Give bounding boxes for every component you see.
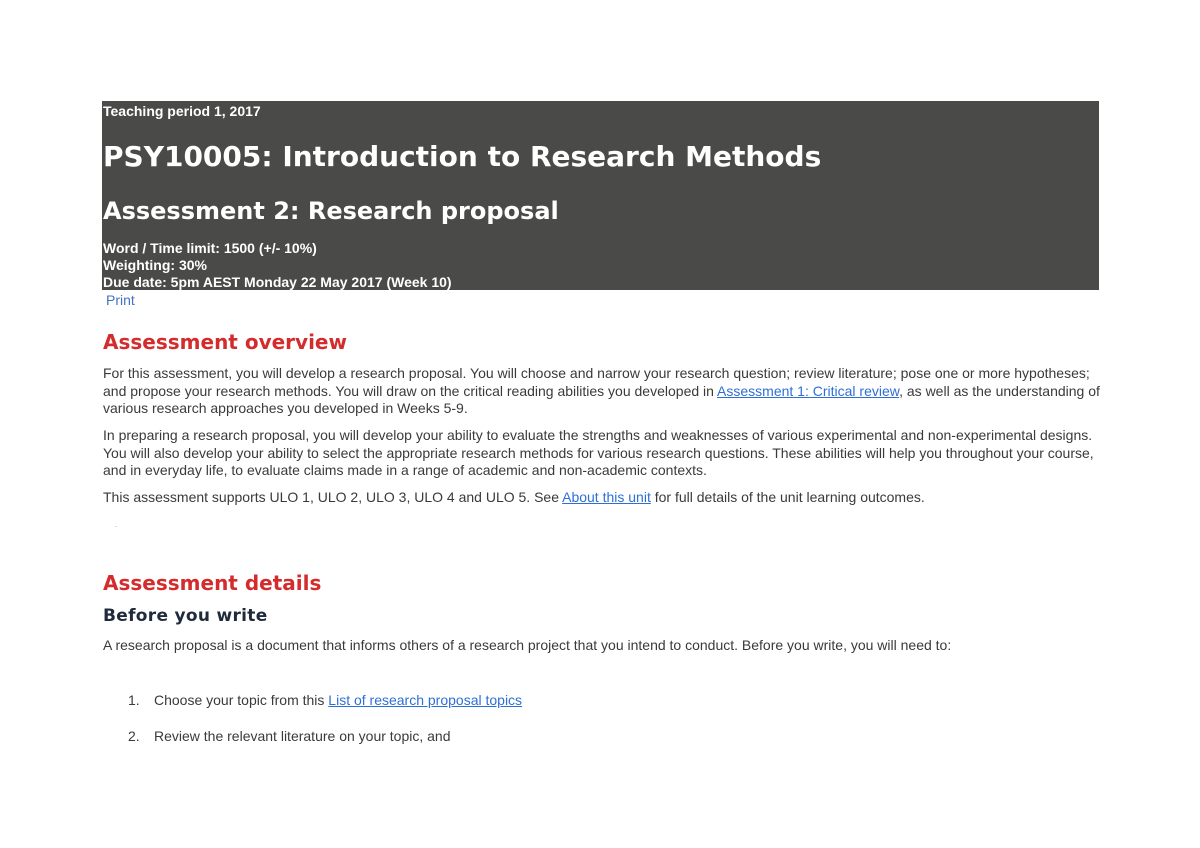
overview-paragraph-2: In preparing a research proposal, you will develop your ability to evaluate the strengths and weaknesses of various experimental and non-experimental designs. You will also develop your ability to select the appropriate research methods for various research questions. These abilities will help you throughout your course, and in everyday life, to evaluate claims made in a range of academic and non-academic contexts.: [103, 427, 1094, 478]
stray-dot: .: [115, 520, 118, 529]
details-intro-paragraph: A research proposal is a document that informs others of a research project that you intend to conduct. Before you write, you will need to:: [103, 637, 952, 653]
print-link-label: Print: [106, 292, 135, 308]
assessment-title: Assessment 2: Research proposal: [103, 197, 559, 225]
overview-p3-text-after: for full details of the unit learning outcomes.: [650, 489, 925, 505]
before-you-write-heading: Before you write: [103, 606, 268, 626]
word-limit: Word / Time limit: 1500 (+/- 10%): [103, 240, 317, 256]
list-number: 2.: [128, 728, 140, 744]
list-item: [128, 727, 451, 745]
due-date: Due date: 5pm AEST Monday 22 May 2017 (Week 10): [103, 274, 452, 290]
assessment-header-banner: [102, 101, 1099, 290]
assessment-overview-heading: Assessment overview: [103, 330, 347, 354]
overview-p3-text: This assessment supports ULO 1, ULO 2, ULO 3, ULO 4 and ULO 5. See: [103, 489, 563, 505]
research-topics-link[interactable]: List of research proposal topics: [328, 692, 523, 708]
list-item-text: Choose your topic from this: [154, 692, 329, 708]
list-item: [128, 691, 522, 709]
overview-p1-text: For this assessment, you will develop a research proposal. You will choose and narrow your research question; review literature; pose one or more hypotheses; and propose your research methods. You will draw on the critical reading abilities you developed in: [103, 365, 1090, 399]
overview-paragraph-1: [103, 365, 1103, 418]
teaching-period: Teaching period 1, 2017: [103, 103, 261, 119]
list-item-text: Review the relevant literature on your topic, and: [154, 728, 451, 744]
assessment-details-heading: Assessment details: [103, 571, 322, 595]
print-link[interactable]: [103, 291, 135, 309]
course-title: PSY10005: Introduction to Research Methods: [103, 140, 822, 173]
overview-p1-text-after: , as well as the understanding of various research approaches you developed in Weeks 5-9.: [103, 382, 1100, 416]
list-number: 1.: [128, 692, 140, 708]
about-this-unit-link[interactable]: About this unit: [562, 489, 651, 505]
assessment-1-link[interactable]: Assessment 1: Critical review: [717, 382, 900, 399]
overview-paragraph-3: [103, 489, 1103, 507]
weighting: Weighting: 30%: [103, 257, 207, 273]
